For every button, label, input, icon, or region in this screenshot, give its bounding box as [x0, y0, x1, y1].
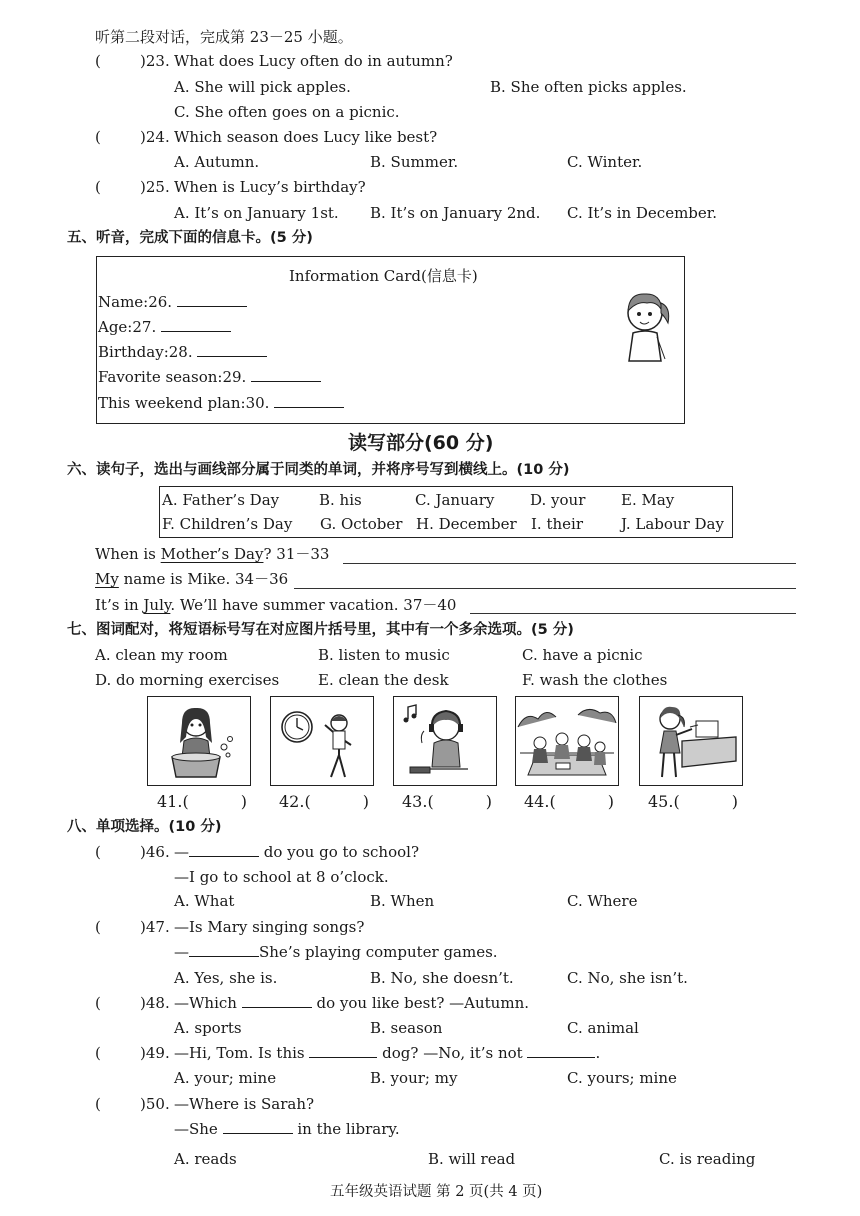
name-blank[interactable] — [177, 292, 247, 307]
sentence-37-40: It’s in July. We’ll have summer vacation. 37－40 — [95, 596, 457, 614]
q24-stem: Which season does Lucy like best? — [174, 128, 438, 146]
q50-option-a: A. reads — [174, 1150, 237, 1168]
instruction-part2: 听第二段对话，完成第 23－25 小题。 — [95, 28, 353, 46]
q47-blank[interactable] — [189, 942, 259, 957]
blank-45[interactable]: 45.( ) — [648, 792, 738, 811]
q48-line1: —Which do you like best? —Autumn. — [174, 994, 529, 1012]
q50-line2: —She in the library. — [174, 1120, 400, 1138]
q23-option-b: B. She often picks apples. — [490, 78, 687, 96]
q24-option-c: C. Winter. — [567, 153, 643, 171]
phrase-e: E. clean the desk — [318, 671, 449, 689]
q46-line1: — do you go to school? — [174, 843, 419, 861]
section7-heading: 七、图词配对，将短语标号写在对应图片括号里，其中有一个多余选项。(5 分) — [67, 622, 574, 638]
underlined-july: July — [143, 596, 171, 614]
q48-number: )48. — [140, 994, 170, 1012]
girl-washing-clothes-icon — [148, 697, 250, 785]
q46-option-b: B. When — [370, 892, 435, 910]
q47-option-c: C. No, she isn’t. — [567, 969, 688, 987]
q50-number: )50. — [140, 1095, 170, 1113]
word-bank — [159, 486, 733, 538]
answer-paren-49[interactable]: ( — [95, 1044, 120, 1062]
page-footer: 五年级英语试题 第 2 页(共 4 页) — [330, 1184, 543, 1200]
q46-line2: —I go to school at 8 o’clock. — [174, 868, 389, 886]
q46-option-a: A. What — [174, 892, 235, 910]
underlined-mothers-day: Mother’s Day — [160, 545, 264, 563]
season-blank[interactable] — [251, 367, 321, 382]
q49-line1: —Hi, Tom. Is this dog? —No, it’s not . — [174, 1044, 601, 1062]
q48-option-a: A. sports — [174, 1019, 242, 1037]
phrase-b: B. listen to music — [318, 646, 450, 664]
q24-option-a: A. Autumn. — [174, 153, 260, 171]
answer-paren-24[interactable]: ( — [95, 128, 120, 146]
q47-option-a: A. Yes, she is. — [174, 969, 278, 987]
word-i: I. their — [531, 515, 583, 533]
q49-number: )49. — [140, 1044, 170, 1062]
underlined-my: My — [95, 570, 119, 588]
q46-number: )46. — [140, 843, 170, 861]
picture-41 — [147, 696, 251, 786]
word-g: G. October — [320, 515, 403, 533]
answer-paren-48[interactable]: ( — [95, 994, 120, 1012]
answer-paren-50[interactable]: ( — [95, 1095, 120, 1113]
q47-line1: —Is Mary singing songs? — [174, 918, 365, 936]
q23-option-c: C. She often goes on a picnic. — [174, 103, 400, 121]
q50-blank[interactable] — [223, 1119, 293, 1134]
picture-44 — [515, 696, 619, 786]
word-h: H. December — [416, 515, 517, 533]
answer-paren-23[interactable]: ( — [95, 52, 120, 70]
girl-portrait-icon — [621, 283, 671, 367]
q25-number: )25. — [140, 178, 170, 196]
q49-option-a: A. your; mine — [174, 1069, 277, 1087]
q50-line1: —Where is Sarah? — [174, 1095, 315, 1113]
q23-number: )23. — [140, 52, 170, 70]
card-field-birthday: Birthday:28. — [98, 342, 267, 362]
section5-heading: 五、听音，完成下面的信息卡。(5 分) — [67, 230, 313, 246]
information-card — [96, 256, 685, 424]
q46-option-c: C. Where — [567, 892, 638, 910]
boy-morning-exercise-icon — [271, 697, 373, 785]
q24-number: )24. — [140, 128, 170, 146]
birthday-blank[interactable] — [197, 342, 267, 357]
q49-option-c: C. yours; mine — [567, 1069, 677, 1087]
q24-option-b: B. Summer. — [370, 153, 459, 171]
q25-option-c: C. It’s in December. — [567, 204, 718, 222]
blank-41[interactable]: 41.( ) — [157, 792, 247, 811]
q48-option-c: C. animal — [567, 1019, 639, 1037]
q48-option-b: B. season — [370, 1019, 443, 1037]
card-title: Information Card(信息卡) — [289, 267, 478, 285]
picture-43 — [393, 696, 497, 786]
q49-option-b: B. your; my — [370, 1069, 458, 1087]
blank-42[interactable]: 42.( ) — [279, 792, 369, 811]
q47-line2: — She’s playing computer games. — [174, 943, 498, 961]
word-f: F. Children’s Day — [162, 515, 293, 533]
answer-paren-47[interactable]: ( — [95, 918, 120, 936]
q48-blank[interactable] — [242, 993, 312, 1008]
age-blank[interactable] — [161, 317, 231, 332]
word-c: C. January — [415, 491, 495, 509]
word-j: J. Labour Day — [621, 515, 724, 533]
q46-blank[interactable] — [189, 842, 259, 857]
word-e: E. May — [621, 491, 675, 509]
sentence-31-33: When is Mother’s Day? 31－33 — [95, 545, 330, 563]
card-field-age: Age:27. — [98, 317, 231, 337]
q50-option-b: B. will read — [428, 1150, 516, 1168]
q25-stem: When is Lucy’s birthday? — [174, 178, 366, 196]
answer-paren-46[interactable]: ( — [95, 843, 120, 861]
word-a: A. Father’s Day — [162, 491, 280, 509]
phrase-a: A. clean my room — [95, 646, 228, 664]
phrase-c: C. have a picnic — [522, 646, 643, 664]
answer-line-37-40[interactable] — [470, 613, 796, 614]
section6-heading: 六、读句子，选出与画线部分属于同类的单词，并将序号写到横线上。(10 分) — [67, 462, 570, 478]
picture-45 — [639, 696, 743, 786]
picture-42 — [270, 696, 374, 786]
reading-writing-title: 读写部分(60 分) — [348, 432, 494, 454]
section8-heading: 八、单项选择。(10 分) — [67, 819, 222, 835]
answer-paren-25[interactable]: ( — [95, 178, 120, 196]
girl-cleaning-desk-icon — [640, 697, 742, 785]
q49-blank1[interactable] — [309, 1043, 377, 1058]
answer-line-31-33[interactable] — [343, 563, 796, 564]
word-d: D. your — [530, 491, 586, 509]
word-b: B. his — [319, 491, 362, 509]
sentence-34-36: My name is Mike. 34－36 — [95, 570, 289, 588]
plan-blank[interactable] — [274, 393, 344, 408]
girl-listening-music-icon — [394, 697, 496, 785]
q23-option-a: A. She will pick apples. — [174, 78, 351, 96]
q47-number: )47. — [140, 918, 170, 936]
phrase-f: F. wash the clothes — [522, 671, 668, 689]
blank-44[interactable]: 44.( ) — [524, 792, 614, 811]
q25-option-a: A. It’s on January 1st. — [174, 204, 339, 222]
q25-option-b: B. It’s on January 2nd. — [370, 204, 541, 222]
family-picnic-icon — [516, 697, 618, 785]
answer-line-34-36[interactable] — [294, 588, 796, 589]
phrase-d: D. do morning exercises — [95, 671, 280, 689]
blank-43[interactable]: 43.( ) — [402, 792, 492, 811]
q47-option-b: B. No, she doesn’t. — [370, 969, 514, 987]
q23-stem: What does Lucy often do in autumn? — [174, 52, 453, 70]
card-field-name: Name:26. — [98, 292, 247, 312]
card-field-plan: This weekend plan:30. — [98, 393, 344, 413]
card-field-season: Favorite season:29. — [98, 367, 321, 387]
q50-option-c: C. is reading — [659, 1150, 756, 1168]
q49-blank2[interactable] — [527, 1043, 595, 1058]
